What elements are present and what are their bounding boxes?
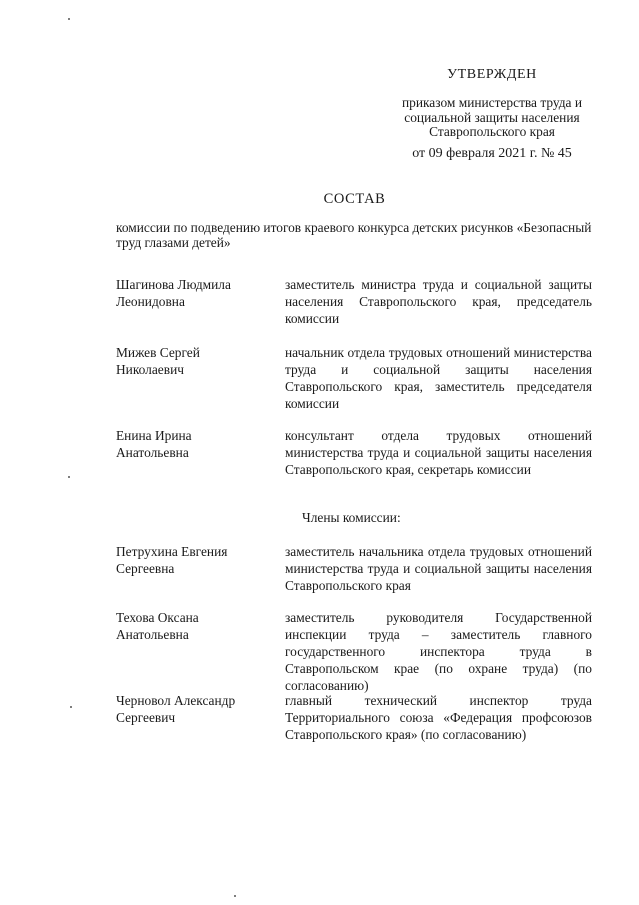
person-position: заместитель начальника отдела трудовых отношений министерства труда и социальной защиты населения Ставропольского края: [285, 544, 592, 593]
person-name: Енина Ирина Анатольевна: [116, 428, 192, 460]
scan-speck: [70, 706, 72, 708]
scan-speck: [234, 895, 236, 897]
members-heading: Члены комиссии:: [302, 510, 401, 525]
approval-title: УТВЕРЖДЕН: [447, 67, 537, 82]
person-name: Техова Оксана Анатольевна: [116, 610, 199, 642]
person-name: Петрухина Евгения Сергеевна: [116, 544, 228, 576]
person-position: заместитель руководителя Государственной инспекции труда – заместитель главного государственного инспектора труда в Ставропольском крае (по охране труда) (по согласованию): [285, 610, 592, 693]
document-subtitle: комиссии по подведению итогов краевого конкурса детских рисунков «Безопасный труд глазами детей»: [116, 220, 592, 250]
person-name: Черновол Александр Сергеевич: [116, 693, 236, 725]
approval-date: от 09 февраля 2021 г. № 45: [412, 146, 572, 161]
person-name: Мижев Сергей Николаевич: [116, 345, 200, 377]
person-name: Шагинова Людмила Леонидовна: [116, 277, 231, 309]
scan-speck: [68, 18, 70, 20]
person-position: консультант отдела трудовых отношений министерства труда и социальной защиты населения Ставропольского края, секретарь комиссии: [285, 428, 592, 477]
person-position: заместитель министра труда и социальной защиты населения Ставропольского края, председатель комиссии: [285, 277, 592, 326]
scan-speck: [68, 476, 70, 478]
person-position: главный технический инспектор труда Территориального союза «Федерация профсоюзов Ставропольского края» (по согласованию): [285, 693, 592, 742]
approval-order-text: приказом министерства труда и социальной защиты населения Ставропольского края: [401, 95, 583, 139]
person-position: начальник отдела трудовых отношений министерства труда и социальной защиты населения Ставропольского края, заместитель председателя комиссии: [285, 345, 592, 411]
document-title: СОСТАВ: [323, 191, 386, 207]
